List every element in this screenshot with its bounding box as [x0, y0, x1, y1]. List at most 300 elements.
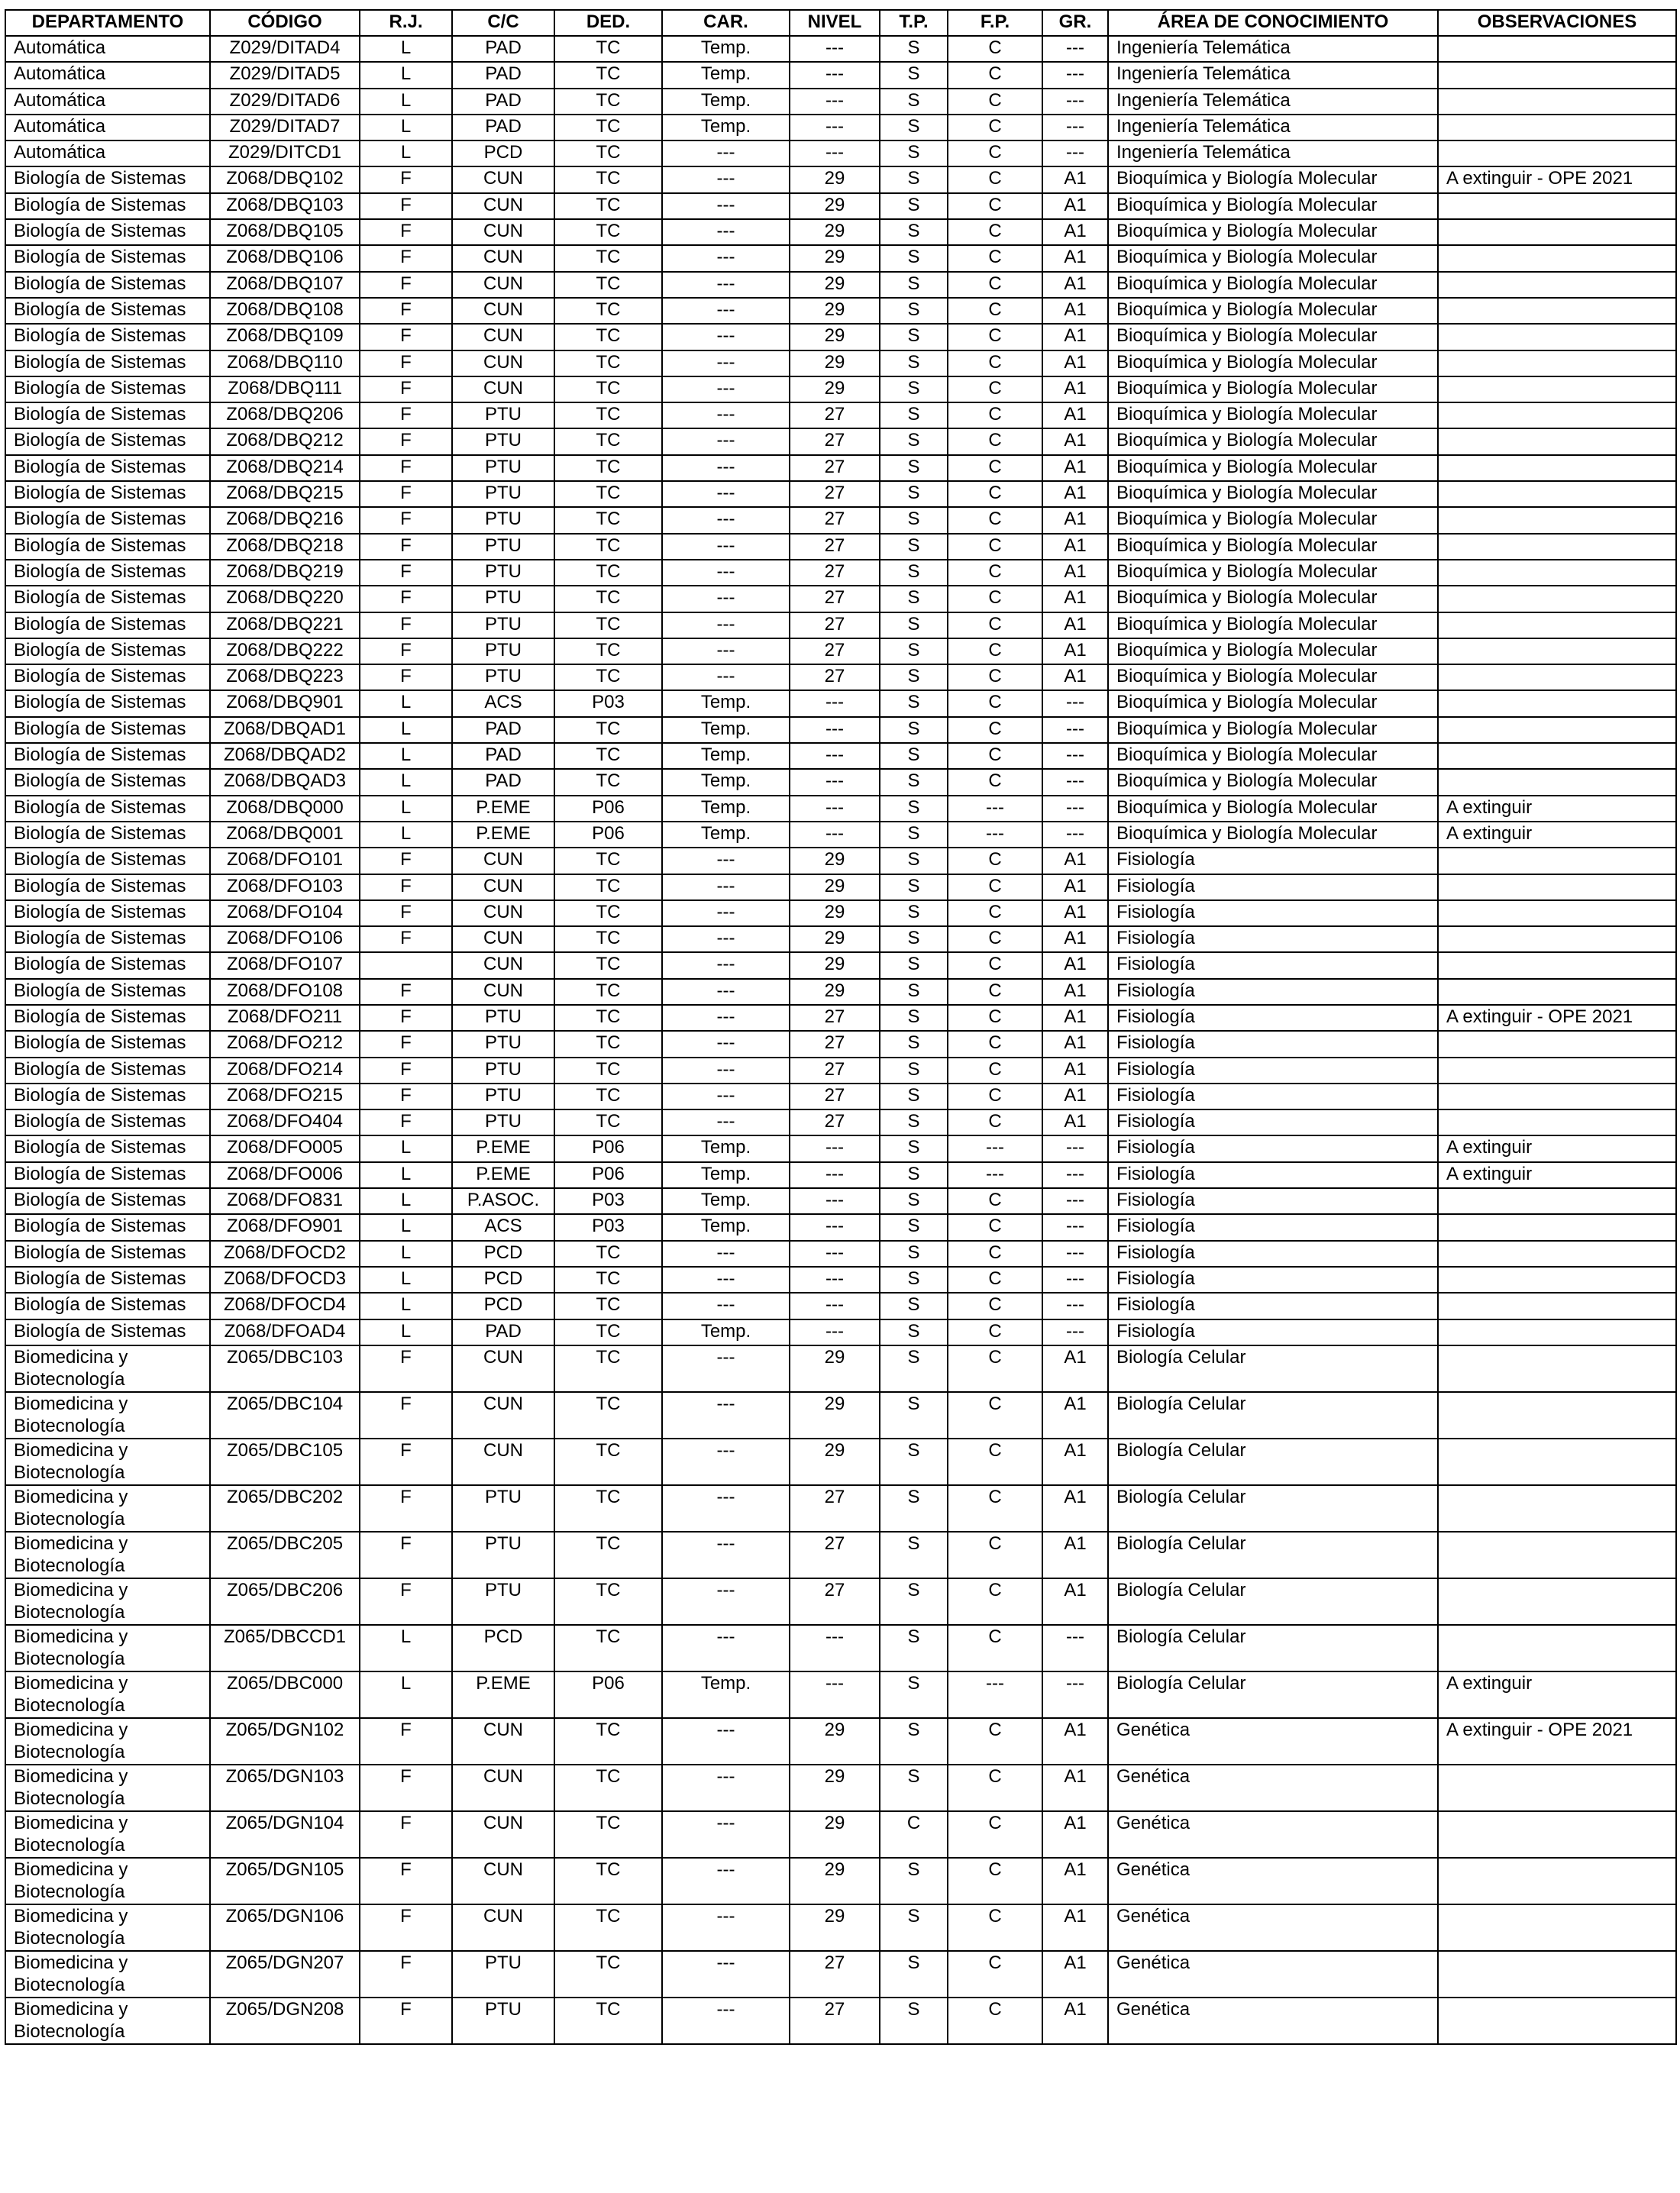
cell-gr: A1: [1042, 402, 1108, 428]
cell-codigo: Z068/DBQ216: [210, 507, 360, 533]
cell-tp: S: [880, 350, 948, 376]
cell-fp: C: [948, 979, 1042, 1005]
cell-rj: L: [360, 717, 452, 743]
cell-ded: TC: [554, 1319, 662, 1345]
cell-area: Fisiología: [1108, 1293, 1438, 1319]
cell-rj: F: [360, 166, 452, 192]
cell-nivel: ---: [790, 62, 880, 88]
cell-observaciones: [1438, 89, 1676, 115]
cell-ded: TC: [554, 376, 662, 402]
cell-cc: PAD: [452, 36, 554, 62]
cell-tp: S: [880, 272, 948, 298]
cell-gr: ---: [1042, 690, 1108, 716]
cell-fp: C: [948, 36, 1042, 62]
cell-tp: S: [880, 428, 948, 454]
cell-car: Temp.: [662, 115, 790, 140]
cell-ded: TC: [554, 1578, 662, 1625]
cell-departamento: Biología de Sistemas: [5, 560, 210, 586]
cell-ded: TC: [554, 219, 662, 245]
cell-gr: ---: [1042, 1319, 1108, 1345]
cell-gr: A1: [1042, 1058, 1108, 1084]
cell-observaciones: [1438, 1625, 1676, 1671]
cell-tp: S: [880, 769, 948, 795]
cell-codigo: Z068/DBQ105: [210, 219, 360, 245]
cell-nivel: 27: [790, 1485, 880, 1532]
cell-gr: ---: [1042, 743, 1108, 769]
cell-nivel: ---: [790, 769, 880, 795]
cell-ded: TC: [554, 62, 662, 88]
cell-cc: CUN: [452, 350, 554, 376]
cell-tp: S: [880, 402, 948, 428]
cell-nivel: 27: [790, 664, 880, 690]
cell-nivel: ---: [790, 1162, 880, 1188]
cell-nivel: 29: [790, 1392, 880, 1439]
cell-departamento: Biología de Sistemas: [5, 1031, 210, 1057]
cell-observaciones: [1438, 219, 1676, 245]
cell-departamento: Biología de Sistemas: [5, 428, 210, 454]
cell-departamento: Biología de Sistemas: [5, 979, 210, 1005]
cell-ded: TC: [554, 1031, 662, 1057]
cell-rj: F: [360, 1084, 452, 1109]
cell-ded: P06: [554, 822, 662, 848]
cell-observaciones: [1438, 1439, 1676, 1485]
cell-nivel: ---: [790, 36, 880, 62]
cell-tp: S: [880, 245, 948, 271]
cell-nivel: 29: [790, 298, 880, 324]
cell-observaciones: [1438, 1109, 1676, 1135]
col-fp: F.P.: [948, 10, 1042, 36]
cell-observaciones: [1438, 1811, 1676, 1858]
cell-codigo: Z068/DFO101: [210, 848, 360, 874]
cell-nivel: 29: [790, 193, 880, 219]
cell-area: Fisiología: [1108, 1214, 1438, 1240]
cell-ded: TC: [554, 350, 662, 376]
cell-ded: P06: [554, 796, 662, 822]
cell-departamento: Biomedicina y Biotecnología: [5, 1718, 210, 1765]
cell-observaciones: [1438, 874, 1676, 900]
cell-cc: PTU: [452, 402, 554, 428]
cell-codigo: Z065/DGN105: [210, 1858, 360, 1904]
cell-ded: P06: [554, 1671, 662, 1718]
cell-departamento: Biología de Sistemas: [5, 1162, 210, 1188]
table-row: [5, 1058, 1676, 1084]
cell-car: Temp.: [662, 36, 790, 62]
cell-gr: ---: [1042, 89, 1108, 115]
cell-ded: TC: [554, 1084, 662, 1109]
cell-observaciones: [1438, 272, 1676, 298]
cell-ded: TC: [554, 1005, 662, 1031]
cell-area: Ingeniería Telemática: [1108, 62, 1438, 88]
cell-observaciones: [1438, 664, 1676, 690]
cell-tp: S: [880, 1904, 948, 1951]
cell-departamento: Biología de Sistemas: [5, 1109, 210, 1135]
cell-rj: L: [360, 743, 452, 769]
cell-area: Ingeniería Telemática: [1108, 115, 1438, 140]
cell-nivel: 29: [790, 1718, 880, 1765]
cell-codigo: Z068/DBQ215: [210, 481, 360, 507]
cell-area: Genética: [1108, 1765, 1438, 1811]
cell-departamento: Biología de Sistemas: [5, 717, 210, 743]
cell-car: ---: [662, 455, 790, 481]
cell-gr: A1: [1042, 586, 1108, 612]
table-row: [5, 219, 1676, 245]
cell-ded: TC: [554, 1718, 662, 1765]
cell-codigo: Z065/DBC000: [210, 1671, 360, 1718]
cell-gr: ---: [1042, 1241, 1108, 1267]
cell-gr: A1: [1042, 560, 1108, 586]
cell-area: Bioquímica y Biología Molecular: [1108, 638, 1438, 664]
cell-gr: ---: [1042, 62, 1108, 88]
cell-gr: A1: [1042, 1951, 1108, 1998]
cell-gr: A1: [1042, 1858, 1108, 1904]
cell-car: ---: [662, 1031, 790, 1057]
cell-car: ---: [662, 272, 790, 298]
cell-rj: L: [360, 769, 452, 795]
cell-area: Bioquímica y Biología Molecular: [1108, 219, 1438, 245]
cell-ded: TC: [554, 1109, 662, 1135]
cell-gr: ---: [1042, 1214, 1108, 1240]
cell-nivel: 29: [790, 1904, 880, 1951]
cell-rj: F: [360, 455, 452, 481]
col-observaciones: OBSERVACIONES: [1438, 10, 1676, 36]
cell-tp: S: [880, 1162, 948, 1188]
table-row: [5, 796, 1676, 822]
cell-gr: A1: [1042, 1031, 1108, 1057]
cell-rj: F: [360, 1811, 452, 1858]
cell-departamento: Biología de Sistemas: [5, 1293, 210, 1319]
cell-area: Biología Celular: [1108, 1671, 1438, 1718]
cell-gr: A1: [1042, 481, 1108, 507]
cell-fp: C: [948, 690, 1042, 716]
cell-gr: ---: [1042, 36, 1108, 62]
cell-ded: TC: [554, 560, 662, 586]
cell-car: Temp.: [662, 1319, 790, 1345]
table-row: [5, 1811, 1676, 1858]
cell-cc: PTU: [452, 612, 554, 638]
cell-ded: TC: [554, 664, 662, 690]
cell-tp: S: [880, 1718, 948, 1765]
table-row: [5, 481, 1676, 507]
cell-gr: A1: [1042, 298, 1108, 324]
cell-codigo: Z029/DITAD6: [210, 89, 360, 115]
cell-ded: TC: [554, 1345, 662, 1392]
cell-car: Temp.: [662, 89, 790, 115]
cell-departamento: Biología de Sistemas: [5, 1005, 210, 1031]
cell-car: ---: [662, 1718, 790, 1765]
cell-gr: A1: [1042, 193, 1108, 219]
cell-observaciones: [1438, 1084, 1676, 1109]
cell-fp: C: [948, 534, 1042, 560]
cell-fp: C: [948, 952, 1042, 978]
cell-fp: C: [948, 1084, 1042, 1109]
cell-codigo: Z068/DFOCD2: [210, 1241, 360, 1267]
cell-cc: PTU: [452, 1485, 554, 1532]
cell-codigo: Z029/DITCD1: [210, 140, 360, 166]
cell-codigo: Z068/DBQ103: [210, 193, 360, 219]
cell-tp: S: [880, 560, 948, 586]
cell-departamento: Biología de Sistemas: [5, 822, 210, 848]
cell-area: Fisiología: [1108, 979, 1438, 1005]
cell-departamento: Automática: [5, 140, 210, 166]
cell-codigo: Z029/DITAD4: [210, 36, 360, 62]
cell-gr: A1: [1042, 324, 1108, 350]
cell-rj: L: [360, 1267, 452, 1293]
cell-car: ---: [662, 560, 790, 586]
cell-area: Genética: [1108, 1718, 1438, 1765]
cell-fp: C: [948, 848, 1042, 874]
cell-area: Bioquímica y Biología Molecular: [1108, 455, 1438, 481]
cell-rj: L: [360, 822, 452, 848]
cell-ded: TC: [554, 848, 662, 874]
cell-tp: S: [880, 36, 948, 62]
cell-observaciones: [1438, 979, 1676, 1005]
cell-codigo: Z068/DFO215: [210, 1084, 360, 1109]
cell-tp: S: [880, 1084, 948, 1109]
table-row: [5, 140, 1676, 166]
cell-codigo: Z068/DBQ110: [210, 350, 360, 376]
cell-fp: C: [948, 402, 1042, 428]
cell-area: Biología Celular: [1108, 1485, 1438, 1532]
cell-car: ---: [662, 245, 790, 271]
cell-cc: CUN: [452, 1765, 554, 1811]
cell-gr: A1: [1042, 874, 1108, 900]
cell-nivel: 27: [790, 612, 880, 638]
cell-car: ---: [662, 140, 790, 166]
cell-tp: S: [880, 926, 948, 952]
cell-area: Bioquímica y Biología Molecular: [1108, 664, 1438, 690]
cell-rj: F: [360, 1345, 452, 1392]
cell-cc: ACS: [452, 690, 554, 716]
cell-nivel: ---: [790, 1135, 880, 1161]
table-header: [5, 10, 1676, 36]
cell-ded: TC: [554, 402, 662, 428]
cell-ded: TC: [554, 743, 662, 769]
cell-rj: L: [360, 140, 452, 166]
cell-ded: TC: [554, 1267, 662, 1293]
cell-cc: CUN: [452, 298, 554, 324]
cell-departamento: Automática: [5, 89, 210, 115]
cell-car: Temp.: [662, 1162, 790, 1188]
cell-gr: ---: [1042, 717, 1108, 743]
cell-gr: ---: [1042, 1188, 1108, 1214]
table-row: [5, 1998, 1676, 2044]
table-row: [5, 690, 1676, 716]
cell-area: Fisiología: [1108, 1109, 1438, 1135]
cell-nivel: ---: [790, 796, 880, 822]
cell-rj: L: [360, 62, 452, 88]
cell-tp: S: [880, 1241, 948, 1267]
cell-ded: TC: [554, 1904, 662, 1951]
cell-car: ---: [662, 664, 790, 690]
cell-fp: C: [948, 1998, 1042, 2044]
cell-rj: F: [360, 1439, 452, 1485]
cell-nivel: 29: [790, 1345, 880, 1392]
cell-fp: ---: [948, 796, 1042, 822]
cell-fp: C: [948, 350, 1042, 376]
cell-cc: CUN: [452, 245, 554, 271]
cell-area: Bioquímica y Biología Molecular: [1108, 796, 1438, 822]
cell-cc: PTU: [452, 481, 554, 507]
cell-ded: TC: [554, 1951, 662, 1998]
cell-codigo: Z068/DBQ109: [210, 324, 360, 350]
table-row: [5, 1625, 1676, 1671]
cell-nivel: 27: [790, 586, 880, 612]
cell-rj: F: [360, 612, 452, 638]
cell-nivel: ---: [790, 1188, 880, 1214]
cell-fp: ---: [948, 1671, 1042, 1718]
cell-gr: A1: [1042, 1485, 1108, 1532]
cell-departamento: Biología de Sistemas: [5, 796, 210, 822]
cell-codigo: Z068/DBQ220: [210, 586, 360, 612]
cell-cc: PTU: [452, 1951, 554, 1998]
cell-rj: L: [360, 36, 452, 62]
cell-gr: A1: [1042, 926, 1108, 952]
cell-ded: TC: [554, 979, 662, 1005]
cell-fp: C: [948, 481, 1042, 507]
cell-cc: PTU: [452, 428, 554, 454]
cell-fp: ---: [948, 1162, 1042, 1188]
cell-area: Fisiología: [1108, 848, 1438, 874]
col-cc: C/C: [452, 10, 554, 36]
cell-area: Biología Celular: [1108, 1345, 1438, 1392]
cell-ded: TC: [554, 769, 662, 795]
table-row: [5, 586, 1676, 612]
cell-rj: L: [360, 1162, 452, 1188]
cell-area: Bioquímica y Biología Molecular: [1108, 428, 1438, 454]
cell-codigo: Z029/DITAD5: [210, 62, 360, 88]
table-row: [5, 1188, 1676, 1214]
cell-fp: C: [948, 1293, 1042, 1319]
cell-ded: P06: [554, 1162, 662, 1188]
col-gr: GR.: [1042, 10, 1108, 36]
table-row: [5, 874, 1676, 900]
cell-area: Bioquímica y Biología Molecular: [1108, 298, 1438, 324]
cell-gr: ---: [1042, 1135, 1108, 1161]
cell-cc: PTU: [452, 1031, 554, 1057]
cell-departamento: Biología de Sistemas: [5, 586, 210, 612]
cell-area: Bioquímica y Biología Molecular: [1108, 481, 1438, 507]
cell-codigo: Z068/DBQ218: [210, 534, 360, 560]
cell-fp: C: [948, 717, 1042, 743]
cell-tp: S: [880, 638, 948, 664]
cell-rj: F: [360, 481, 452, 507]
cell-ded: TC: [554, 900, 662, 926]
cell-tp: C: [880, 1811, 948, 1858]
cell-tp: S: [880, 481, 948, 507]
cell-cc: PTU: [452, 664, 554, 690]
cell-fp: C: [948, 376, 1042, 402]
cell-gr: ---: [1042, 140, 1108, 166]
cell-codigo: Z065/DBC105: [210, 1439, 360, 1485]
cell-car: Temp.: [662, 769, 790, 795]
cell-observaciones: [1438, 115, 1676, 140]
cell-tp: S: [880, 219, 948, 245]
cell-car: ---: [662, 926, 790, 952]
cell-area: Biología Celular: [1108, 1532, 1438, 1578]
table-row: [5, 1485, 1676, 1532]
cell-observaciones: A extinguir - OPE 2021: [1438, 1005, 1676, 1031]
cell-observaciones: [1438, 1765, 1676, 1811]
cell-tp: S: [880, 743, 948, 769]
cell-codigo: Z068/DFOCD3: [210, 1267, 360, 1293]
cell-rj: F: [360, 402, 452, 428]
cell-area: Bioquímica y Biología Molecular: [1108, 507, 1438, 533]
cell-observaciones: [1438, 298, 1676, 324]
table-body: [5, 36, 1676, 2044]
cell-cc: CUN: [452, 1345, 554, 1392]
cell-tp: S: [880, 62, 948, 88]
cell-car: ---: [662, 428, 790, 454]
table-row: [5, 298, 1676, 324]
cell-codigo: Z068/DFO107: [210, 952, 360, 978]
cell-rj: F: [360, 1031, 452, 1057]
cell-nivel: 27: [790, 1109, 880, 1135]
cell-gr: A1: [1042, 1084, 1108, 1109]
cell-observaciones: [1438, 481, 1676, 507]
cell-cc: CUN: [452, 926, 554, 952]
cell-gr: A1: [1042, 952, 1108, 978]
cell-departamento: Biología de Sistemas: [5, 219, 210, 245]
cell-cc: CUN: [452, 219, 554, 245]
cell-gr: A1: [1042, 507, 1108, 533]
cell-departamento: Biomedicina y Biotecnología: [5, 1858, 210, 1904]
cell-cc: CUN: [452, 272, 554, 298]
cell-departamento: Biología de Sistemas: [5, 1319, 210, 1345]
cell-departamento: Biología de Sistemas: [5, 272, 210, 298]
cell-gr: A1: [1042, 1439, 1108, 1485]
cell-cc: CUN: [452, 1718, 554, 1765]
cell-cc: PTU: [452, 1084, 554, 1109]
cell-ded: P03: [554, 690, 662, 716]
cell-ded: TC: [554, 586, 662, 612]
cell-ded: TC: [554, 1241, 662, 1267]
cell-cc: CUN: [452, 874, 554, 900]
cell-rj: L: [360, 1671, 452, 1718]
cell-gr: ---: [1042, 822, 1108, 848]
cell-tp: S: [880, 979, 948, 1005]
cell-codigo: Z065/DBC202: [210, 1485, 360, 1532]
cell-cc: ACS: [452, 1214, 554, 1240]
cell-observaciones: [1438, 1998, 1676, 2044]
cell-tp: S: [880, 1998, 948, 2044]
cell-area: Biología Celular: [1108, 1578, 1438, 1625]
cell-departamento: Biología de Sistemas: [5, 350, 210, 376]
cell-departamento: Biología de Sistemas: [5, 952, 210, 978]
cell-nivel: 27: [790, 560, 880, 586]
cell-car: Temp.: [662, 62, 790, 88]
cell-fp: C: [948, 1718, 1042, 1765]
cell-codigo: Z068/DFO214: [210, 1058, 360, 1084]
cell-codigo: Z068/DBQ000: [210, 796, 360, 822]
cell-rj: F: [360, 874, 452, 900]
cell-rj: L: [360, 115, 452, 140]
cell-rj: F: [360, 534, 452, 560]
cell-observaciones: A extinguir - OPE 2021: [1438, 166, 1676, 192]
cell-rj: F: [360, 1765, 452, 1811]
cell-tp: S: [880, 1625, 948, 1671]
cell-cc: PAD: [452, 1319, 554, 1345]
cell-fp: C: [948, 612, 1042, 638]
cell-car: Temp.: [662, 1671, 790, 1718]
cell-nivel: ---: [790, 690, 880, 716]
cell-ded: TC: [554, 115, 662, 140]
cell-tp: S: [880, 115, 948, 140]
table-row: [5, 769, 1676, 795]
cell-departamento: Biomedicina y Biotecnología: [5, 1625, 210, 1671]
cell-rj: L: [360, 1135, 452, 1161]
table-row: [5, 1532, 1676, 1578]
cell-cc: P.EME: [452, 796, 554, 822]
